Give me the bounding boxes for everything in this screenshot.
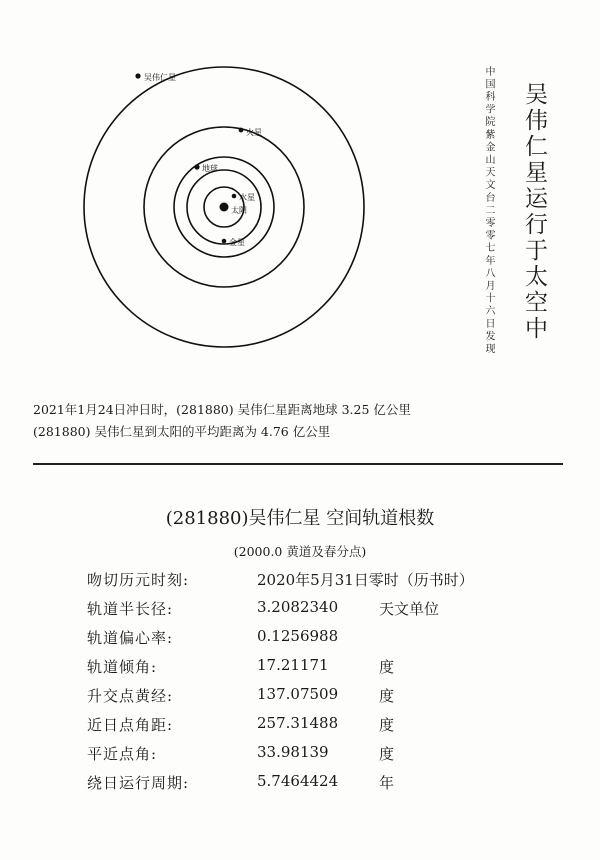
vertical-title: 吴伟仁星运行于太空中	[521, 82, 547, 342]
discovery-note: 中国科学院紫金山天文台二零零七年八月十六日发现	[483, 66, 494, 356]
element-value: 257.31488	[257, 714, 339, 732]
element-row-mean-anomaly	[87, 743, 557, 772]
elements-subtitle: (2000.0 黄道及春分点)	[233, 544, 367, 559]
element-value: 3.2082340	[257, 598, 339, 616]
mars-label: 火星	[246, 128, 262, 137]
orbital-elements-table	[87, 569, 557, 801]
element-row-orbital-period	[87, 772, 557, 801]
element-row-semi-major-axis	[87, 598, 557, 627]
element-value: 5.7464424	[257, 772, 339, 790]
element-unit: 度	[379, 745, 395, 763]
sun-label: 太阳	[231, 206, 247, 215]
element-unit: 年	[379, 774, 395, 792]
element-label: 升交点黄经:	[87, 687, 174, 705]
element-value: 0.1256988	[257, 627, 339, 645]
element-label: 轨道半长径:	[87, 600, 174, 618]
element-label: 绕日运行周期:	[87, 774, 190, 792]
venus-label: 金星	[229, 238, 245, 247]
note-opposition-distance: 2021年1月24日冲日时，(281880) 吴伟仁星距离地球 3.25 亿公里	[33, 402, 411, 417]
mercury-label: 水星	[239, 193, 255, 202]
element-value: 17.21171	[257, 656, 329, 674]
element-row-ascending-node	[87, 685, 557, 714]
element-unit: 天文单位	[379, 600, 440, 618]
note-mean-distance: (281880) 吴伟仁星到太阳的平均距离为 4.76 亿公里	[33, 424, 331, 439]
mars-dot	[239, 128, 244, 133]
element-label: 轨道倾角:	[87, 658, 158, 676]
elements-title: (281880)吴伟仁星 空间轨道根数	[165, 508, 435, 529]
element-label: 近日点角距:	[87, 716, 174, 734]
element-label: 轨道偏心率:	[87, 629, 174, 647]
element-row-eccentricity	[87, 627, 557, 656]
element-unit: 度	[379, 658, 395, 676]
element-label: 平近点角:	[87, 745, 158, 763]
element-label: 吻切历元时刻:	[87, 571, 190, 589]
element-row-inclination	[87, 656, 557, 685]
orbit-diagram-svg	[0, 0, 600, 400]
wu-weiren-label: 吴伟仁星	[144, 73, 176, 82]
venus-dot	[222, 239, 227, 244]
mercury-dot	[232, 194, 237, 199]
element-row-epoch	[87, 569, 557, 598]
element-unit: 度	[379, 687, 395, 705]
sun-dot	[220, 203, 229, 212]
orbit-diagram	[0, 0, 600, 400]
element-value: 137.07509	[257, 685, 339, 703]
wu-weiren-dot	[135, 73, 140, 78]
divider	[33, 463, 563, 465]
earth-label: 地球	[202, 164, 218, 173]
earth-dot	[194, 164, 199, 169]
element-value: 2020年5月31日零时（历书时）	[257, 571, 474, 589]
element-row-perihelion-argument	[87, 714, 557, 743]
element-unit: 度	[379, 716, 395, 734]
element-value: 33.98139	[257, 743, 329, 761]
notes	[33, 399, 411, 443]
